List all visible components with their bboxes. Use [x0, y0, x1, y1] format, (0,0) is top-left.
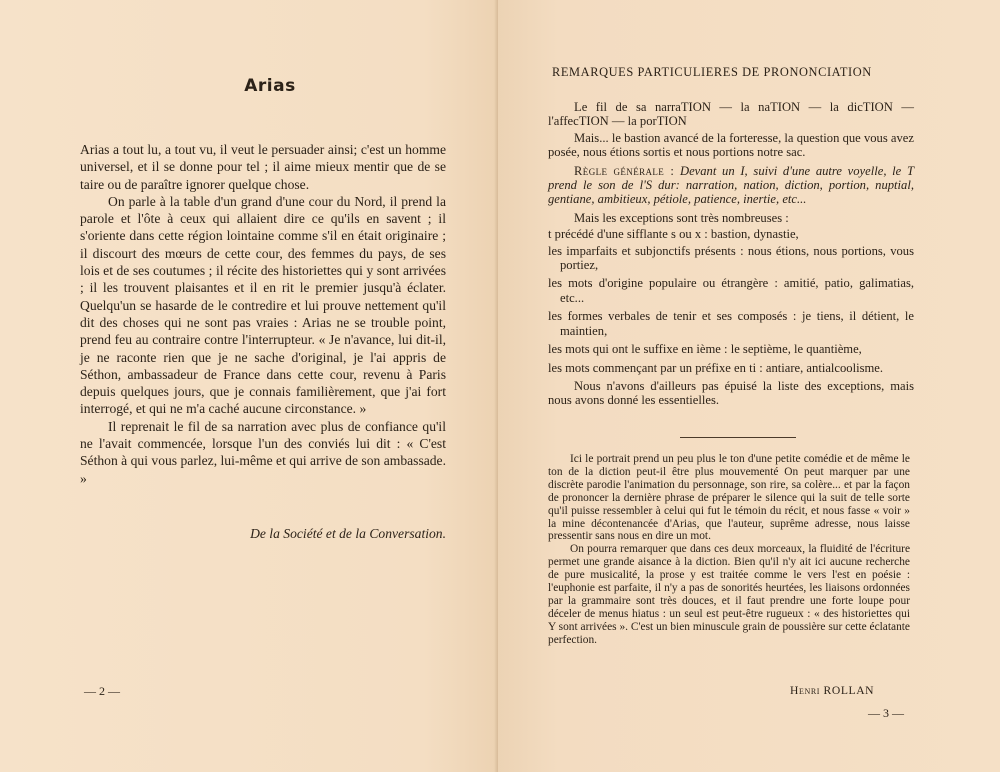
pronunciation-notes — [548, 100, 914, 410]
source-citation: De la Société et de la Conversation. — [250, 526, 446, 541]
exception-item: les mots qui ont le suffixe en ième : le septième, le quantième, — [548, 342, 862, 357]
exception-item: les formes verbales de tenir et ses composés : je tiens, il détient, le maintien, — [548, 309, 914, 338]
general-rule — [548, 164, 914, 207]
note-closing: Nous n'avons d'ailleurs pas épuisé la liste des exceptions, mais nous avons donné les essentielles. — [548, 378, 914, 408]
left-page — [0, 0, 498, 772]
note-intro: Le fil de sa narraTION — la naTION — la dicTION — l'affecTION — la porTION — [548, 100, 914, 129]
rule-label: Règle générale : — [574, 163, 675, 178]
right-page — [498, 0, 1000, 772]
paragraph: Il reprenait le fil de sa narration avec plus de confiance qu'il ne l'avait commencée, lorsque l'un des conviés lui dit : « C'est Séthon à qui vous parlez, lui-même et qui arrive de son ambassade. » — [80, 418, 446, 486]
note-intro: Mais... le bastion avancé de la forteresse, la question que vous avez posée, nous étions sortis et nous portions notre sac. — [548, 130, 914, 160]
page-title: Arias — [244, 76, 296, 96]
section-divider — [680, 437, 796, 438]
page-number: — 3 — — [868, 706, 904, 720]
commentary — [548, 453, 910, 647]
exception-item: t précédé d'une sifflante s ou x : bastion, dynastie, — [548, 227, 799, 242]
commentary-paragraph: Ici le portrait prend un peu plus le ton d'une petite comédie et de même le ton de la diction peut-il être plus mouvementé On peut marquer par une discrète parodie l'animation du personnage, son rire, sa colère... et par la façon de prononcer la dernière phrase de préparer le silence qui la suit de telle sorte qu'il puisse ressembler à celui qui fut le témoin du récit, et nous fasse « voir » la mine décontenancée d'Arias, que l'auteur, suprême adresse, nous laisse pressentir sans nous en dire un mot. — [548, 453, 910, 543]
exception-item: les mots d'origine populaire ou étrangère : amitié, patio, galimatias, etc... — [548, 276, 914, 305]
main-text — [80, 141, 446, 487]
page-number: — 2 — — [84, 684, 120, 698]
exception-item: les imparfaits et subjonctifs présents : nous étions, nous portions, vous portiez, — [548, 243, 914, 273]
running-header: REMARQUES PARTICULIERES DE PRONONCIATION — [552, 65, 872, 79]
rule-text: Devant un I, suivi d'une autre voyelle, le T prend le son de l'S dur: narration, nation, diction, portion, nuptial, gentiane, ambitieux, pétiole, patience, inertie, etc... — [548, 163, 914, 207]
author-signature: Henri ROLLAN — [790, 684, 875, 697]
paragraph: Arias a tout lu, a tout vu, il veut le persuader ainsi; c'est un homme universel, et il se donne pour tel ; il aime mieux mentir que de se taire ou de paraître ignorer quelque chose. — [80, 142, 446, 192]
paragraph: On parle à la table d'un grand d'une cour du Nord, il prend la parole et l'ôte à ceux qui allaient dire ce qu'ils en savent ; il s'oriente dans cette région lointaine comme s'il en était originaire ; il discourt des mœurs de cette cour, des femmes du pays, de ses lois et de ses coutumes ; il récite des historiettes qui y sont arrivées ; il les trouvent plaisantes et il en rit le premier jusqu'à éclater. Quelqu'un se hasarde de le contredire et lui prouve nettement qu'il dit des choses qui ne sont pas vraies : Arias ne se trouble point, prend feu au contraire contre l'interrupteur. « Je n'avance, lui dit-il, je ne raconte rien que je ne sache d'original, je l'ai appris de Séthon, ambassadeur de France dans cette cour, revenu à Paris depuis quelques jours, que je connais familièrement, que j'ai fort interrogé, et qui ne m'a caché aucune circonstance. » — [80, 193, 446, 417]
commentary-paragraph: On pourra remarquer que dans ces deux morceaux, la fluidité de l'écriture permet une grande aisance à la diction. Bien qu'il n'y ait ici aucune recherche de pure musicalité, la prose y est traitée comme le vers l'est en poésie : l'euphonie est parfaite, il n'y a pas de sonorités heurtées, les liaisons ordonnées par la grammaire sont très douces, et il faut prendre une forte loupe pour déceler de menus hiatus : un seul est peut-être rugueux : « des historiettes qui Y sont arrivées ». C'est un bien minuscule grain de poussière sur cette éclatante perfection. — [548, 543, 910, 646]
exception-item: les mots commençant par un préfixe en ti : antiare, antialcoolisme. — [548, 360, 884, 375]
exceptions-intro: Mais les exceptions sont très nombreuses : — [574, 210, 789, 225]
